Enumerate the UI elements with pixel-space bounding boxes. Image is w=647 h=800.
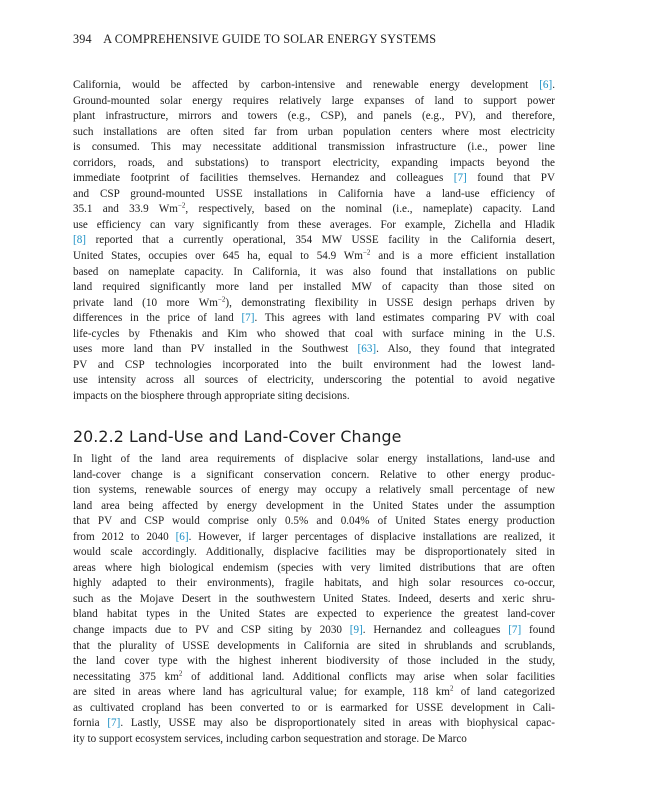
superscript: −2 <box>362 249 371 257</box>
text-line <box>73 732 555 748</box>
text-line <box>73 576 555 592</box>
text-segment: of land categorized <box>453 686 555 699</box>
text-segment: . This agrees with land estimates comparing PV with coal <box>254 312 555 325</box>
text-line <box>73 654 555 670</box>
text-segment: land-cover change is a significant conservation concern. Relative to other energy produc- <box>73 468 555 481</box>
text-segment: necessitating 375 km <box>73 670 179 683</box>
text-line <box>73 94 555 110</box>
text-segment: differences in the price of land <box>73 312 242 325</box>
text-line <box>73 468 555 484</box>
text-segment: fornia <box>73 717 108 730</box>
superscript: −2 <box>177 202 186 210</box>
text-line <box>73 125 555 141</box>
text-segment: found that PV <box>466 172 555 185</box>
text-segment: . Lastly, USSE may also be disproportionately sited in areas with biophysical capac- <box>120 717 555 730</box>
text-line <box>73 78 555 94</box>
citation-link[interactable]: [6] <box>539 79 553 91</box>
text-segment: that the plurality of USSE developments in California are sited in shrublands and scrublands, <box>73 639 555 652</box>
text-line <box>73 218 555 234</box>
text-segment: that PV and CSP would comprise only 0.5% and 0.04% of United States energy production <box>73 515 555 528</box>
text-line <box>73 233 555 249</box>
text-line <box>73 187 555 203</box>
text-line <box>73 499 555 515</box>
text-segment: land area being affected by energy development in the United States under the assumption <box>73 499 555 512</box>
text-line <box>73 358 555 374</box>
text-segment: found <box>521 624 555 637</box>
text-line <box>73 514 555 530</box>
text-segment: areas where high biological endemism (species with very limited distributions that are often <box>73 561 555 574</box>
text-segment: immediate footprint of facilities themselves. Hernandez and colleagues <box>73 172 454 185</box>
text-line <box>73 109 555 125</box>
text-line <box>73 342 555 358</box>
text-segment: tion systems, renewable sources of energy may occupy a relatively small percentage of new <box>73 484 555 497</box>
text-line <box>73 701 555 717</box>
citation-link[interactable]: [8] <box>73 234 86 247</box>
page-number: 394 <box>73 32 92 46</box>
text-line <box>73 607 555 623</box>
text-segment: ), demonstrating flexibility in USSE design perhaps driven by <box>225 296 555 309</box>
text-line <box>73 327 555 343</box>
text-segment: as cultivated cropland has been converted to or is earmarked for USSE development in Cali- <box>73 701 555 714</box>
text-segment: private land (10 more Wm <box>73 296 218 309</box>
text-segment: bland habitat types in the United States are expected to experience the greatest land-cover <box>73 608 555 621</box>
text-line <box>73 311 555 327</box>
text-segment: reported that a currently operational, 354 MW USSE facility in the California desert, <box>86 234 555 247</box>
section-heading: 20.2.2 Land-Use and Land-Cover Change <box>73 427 402 446</box>
text-line <box>73 623 555 639</box>
text-segment: from 2012 to 2040 <box>73 530 176 543</box>
text-line <box>73 171 555 187</box>
text-segment: United States, occupies over 645 ha, equal to 54.9 Wm <box>73 250 363 263</box>
text-segment: . Hernandez and colleagues <box>362 624 509 637</box>
text-line <box>73 592 555 608</box>
text-line <box>73 280 555 296</box>
text-segment: impacts on the biosphere through appropriate siting decisions. <box>73 389 350 402</box>
text-line <box>73 639 555 655</box>
text-segment: life-cycles by Fthenakis and Kim who showed that coal with surface mining in the U.S. <box>73 327 555 340</box>
text-line <box>73 685 555 701</box>
text-segment: is consumed. This may necessitate additional transmission infrastructure (i.e., power line <box>73 141 555 154</box>
superscript: 2 <box>178 669 183 677</box>
citation-link[interactable]: [7] <box>508 624 522 637</box>
text-line <box>73 670 555 686</box>
text-segment: the land cover type with the highest inherent biodiversity of those included in the study, <box>73 655 555 668</box>
text-segment: ity to support ecosystem services, including carbon sequestration and storage. De Marco <box>73 732 467 745</box>
text-segment: based on nameplate capacity. In California, it was also found that installations on public <box>73 265 555 278</box>
text-line <box>73 296 555 312</box>
text-segment: and is a more efficient installation <box>370 250 555 263</box>
text-segment: are sited in areas where land has agricultural value; for example, 118 km <box>73 686 450 699</box>
text-line <box>73 483 555 499</box>
running-header <box>73 32 436 47</box>
citation-link[interactable]: [6] <box>175 530 189 543</box>
text-line <box>73 561 555 577</box>
text-segment: 35.1 and 33.9 Wm <box>73 203 178 216</box>
superscript: −2 <box>217 295 226 303</box>
text-segment: land required significantly more land per installed MW of capacity than those sited on <box>73 281 555 294</box>
book-title: A COMPREHENSIVE GUIDE TO SOLAR ENERGY SYSTEMS <box>103 32 437 46</box>
citation-link[interactable]: [7] <box>241 312 255 325</box>
text-segment: use efficiency can vary significantly from these averages. For example, Zichella and Hladik <box>73 218 555 231</box>
citation-link[interactable]: [7] <box>453 172 467 185</box>
text-segment: use intensity across all sources of electricity, underscoring the potential to avoid negative <box>73 374 555 387</box>
text-segment: and CSP ground-mounted USSE installations in California have a land-use efficiency of <box>73 187 555 200</box>
citation-link[interactable]: [9] <box>349 624 363 637</box>
text-segment: . Also, they found that integrated <box>376 343 555 356</box>
text-line <box>73 452 555 468</box>
text-line <box>73 156 555 172</box>
text-line <box>73 265 555 281</box>
text-line <box>73 373 555 389</box>
text-line <box>73 389 555 405</box>
text-segment: . <box>552 79 555 91</box>
text-line <box>73 249 555 265</box>
text-segment: Ground-mounted solar energy requires relatively large expanses of land to support power <box>73 94 555 107</box>
text-segment: uses more land than PV installed in the Southwest <box>73 343 358 356</box>
superscript: 2 <box>449 685 454 693</box>
paragraph-land-cover-change <box>73 452 555 747</box>
citation-link[interactable]: [7] <box>107 717 121 730</box>
text-segment: , respectively, based on the nominal (i.e., nameplate) capacity. Land <box>185 203 555 216</box>
text-line <box>73 140 555 156</box>
text-segment: of additional land. Additional conflicts may arise when solar facilities <box>182 670 555 683</box>
text-segment: corridors, roads, and substations) to transport electricity, expanding impacts beyond the <box>73 156 555 169</box>
text-segment: PV and CSP technologies incorporated into the built environment had the lowest land- <box>73 358 555 371</box>
text-segment: . However, if larger percentages of displacive installations are realized, it <box>188 530 555 543</box>
text-segment: California, would be affected by carbon-intensive and renewable energy development <box>73 79 540 91</box>
text-segment: such as the Mojave Desert in the southwestern United States. Indeed, deserts and xeric shru- <box>73 592 555 605</box>
text-segment: plant infrastructure, mirrors and towers (e.g., CSP), and panels (e.g., PV), and therefore, <box>73 110 555 123</box>
text-segment: change impacts due to PV and CSP siting by 2030 <box>73 624 350 637</box>
text-line <box>73 716 555 732</box>
text-segment: such installations are often sited far from urban population centers where most electricity <box>73 125 555 138</box>
text-segment: would scale accordingly. Additionally, displacive facilities may be disproportionately sited in <box>73 546 555 559</box>
text-segment: In light of the land area requirements of displacive solar energy installations, land-use and <box>73 453 555 465</box>
text-line <box>73 545 555 561</box>
text-segment: highly adapted to their environments), fragile habitats, and high solar resources co-occur, <box>73 577 555 590</box>
citation-link[interactable]: [63] <box>357 343 377 356</box>
paragraph-land-use-efficiency <box>73 78 555 404</box>
text-line <box>73 202 555 218</box>
text-line <box>73 530 555 546</box>
